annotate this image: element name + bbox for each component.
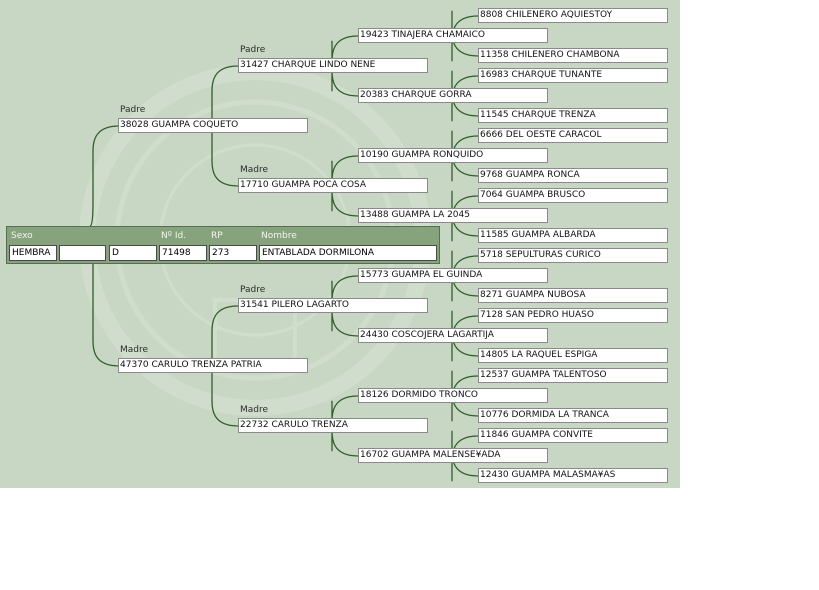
gen4-box[interactable]: 6666 DEL OESTE CARACOL [478,128,668,143]
gen4-box[interactable]: 11585 GUAMPA ALBARDA [478,228,668,243]
id-field[interactable]: 71498 [159,245,207,261]
gen4-box[interactable]: 7128 SAN PEDRO HUASO [478,308,668,323]
dam-box[interactable]: 47370 CARULO TRENZA PATRIA [118,358,308,373]
gen3-box[interactable]: 13488 GUAMPA LA 2045 [358,208,548,223]
blank-field[interactable] [59,245,106,261]
gen4-box[interactable]: 12537 GUAMPA TALENTOSO [478,368,668,383]
gen4-box[interactable]: 10776 DORMIDA LA TRANCA [478,408,668,423]
granddam-maternal-box[interactable]: 22732 CARULO TRENZA [238,418,428,433]
sexo-field[interactable]: HEMBRA [9,245,57,261]
label-padre: Padre [240,285,266,295]
header-sexo: Sexo [11,231,33,241]
label-madre: Madre [240,165,269,175]
grandsire-maternal-box[interactable]: 31541 PILERO LAGARTO [238,298,428,313]
label-padre: Padre [120,105,146,115]
rp-field[interactable]: 273 [209,245,257,261]
gen3-box[interactable]: 18126 DORMIDO TRONCO [358,388,548,403]
gen4-box[interactable]: 8808 CHILENERO AQUIESTOY [478,8,668,23]
gen4-box[interactable]: 11358 CHILENERO CHAMBONA [478,48,668,63]
gen4-box[interactable]: 5718 SEPULTURAS CURICO [478,248,668,263]
gen4-box[interactable]: 7064 GUAMPA BRUSCO [478,188,668,203]
gen3-box[interactable]: 16702 GUAMPA MALENSE¥ADA [358,448,548,463]
granddam-paternal-box[interactable]: 17710 GUAMPA POCA COSA [238,178,428,193]
label-madre: Madre [240,405,269,415]
gen4-box[interactable]: 8271 GUAMPA NUBOSA [478,288,668,303]
gen3-box[interactable]: 15773 GUAMPA EL GUINDA [358,268,548,283]
label-padre: Padre [240,45,266,55]
header-id: Nº Id. [161,231,187,241]
gen3-box[interactable]: 10190 GUAMPA RONQUIDO [358,148,548,163]
subject-panel [6,226,440,264]
gen3-box[interactable]: 19423 TINAJERA CHAMAICO [358,28,548,43]
gen4-box[interactable]: 11846 GUAMPA CONVITE [478,428,668,443]
gen4-box[interactable]: 14805 LA RAQUEL ESPIGA [478,348,668,363]
header-rp: RP [211,231,223,241]
gen4-box[interactable]: 16983 CHARQUE TUNANTE [478,68,668,83]
code-field[interactable]: D [109,245,157,261]
gen4-box[interactable]: 12430 GUAMPA MALASMA¥AS [478,468,668,483]
sire-box[interactable]: 38028 GUAMPA COQUETO [118,118,308,133]
nombre-field[interactable]: ENTABLADA DORMILONA [259,245,437,261]
header-nombre: Nombre [261,231,297,241]
gen3-box[interactable]: 20383 CHARQUE GORRA [358,88,548,103]
gen4-box[interactable]: 11545 CHARQUE TRENZA [478,108,668,123]
gen4-box[interactable]: 9768 GUAMPA RONCA [478,168,668,183]
grandsire-paternal-box[interactable]: 31427 CHARQUE LINDO NENE [238,58,428,73]
gen3-box[interactable]: 24430 COSCOJERA LAGARTIJA [358,328,548,343]
label-madre: Madre [120,345,149,355]
